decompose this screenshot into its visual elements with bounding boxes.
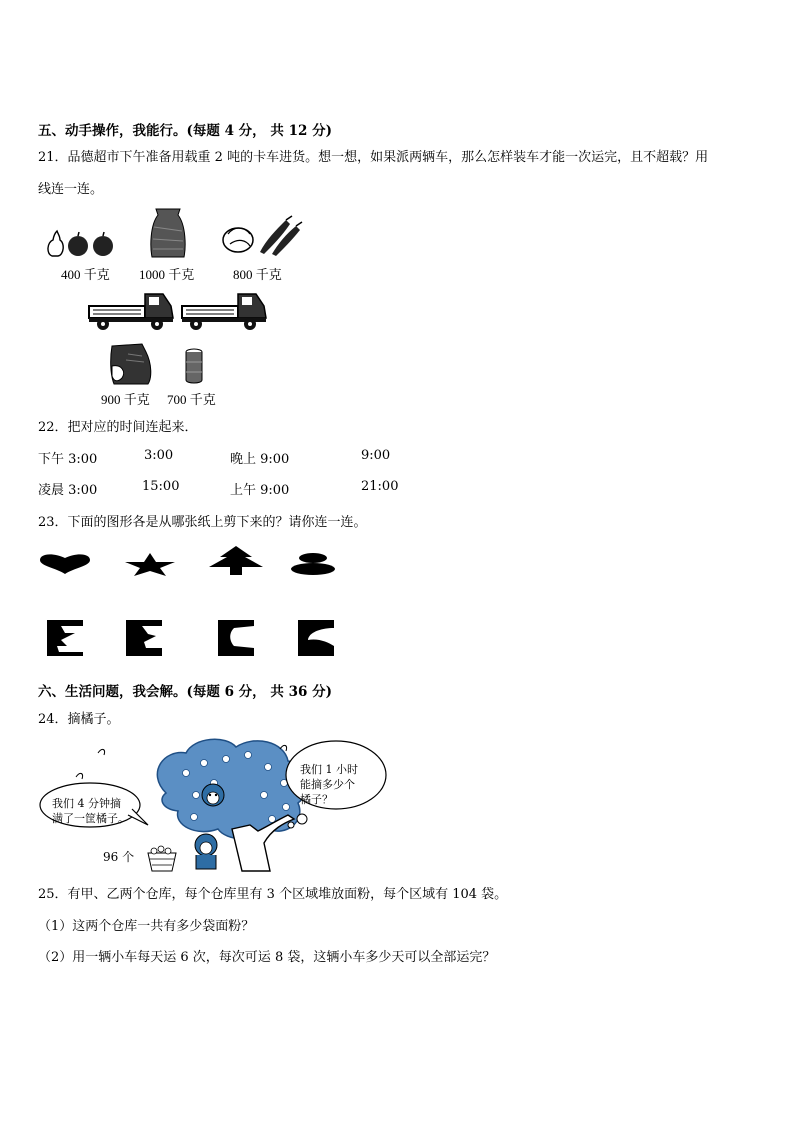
q22-row1-col4: 9:00: [361, 448, 391, 463]
bubble-left-line1: 我们 4 分钟摘: [52, 797, 121, 810]
goods-label-1000: 1000 千克: [139, 267, 195, 282]
tree-shape-icon: [208, 545, 264, 575]
q21-text-line2: 线连一连。: [38, 182, 104, 197]
q25-title: 25．有甲、乙两个仓库，每个仓库里有 3 个区域堆放面粉，每个区域有 104 袋。: [38, 887, 508, 902]
q22-row2-col2: 15:00: [142, 479, 180, 494]
goods-label-900: 900 千克: [101, 392, 150, 407]
q22-row1-col2: 3:00: [144, 448, 174, 463]
heart-shape-icon: [38, 552, 92, 576]
cut-paper-3-icon: [218, 620, 256, 658]
fruit-icon: [46, 228, 121, 258]
cut-paper-1-icon: [47, 620, 85, 658]
q22-row2-col4: 21:00: [361, 479, 399, 494]
truck-icon-left: [87, 288, 175, 332]
bubble-right-line3: 橘子？: [300, 793, 333, 806]
bubble-right-line1: 我们 1 小时: [300, 763, 358, 776]
goods-label-400: 400 千克: [61, 267, 110, 282]
vegetables-icon: [220, 216, 302, 256]
hat-shape-icon: [290, 552, 336, 576]
goods-label-700: 700 千克: [167, 392, 216, 407]
q23-title: 23．下面的图形各是从哪张纸上剪下来的？请你连一连。: [38, 515, 367, 530]
star-shape-icon: [124, 552, 176, 576]
section-5-heading: 五、动手操作，我能行。(每题 4 分， 共 12 分): [38, 123, 332, 139]
q25-sub1: （1）这两个仓库一共有多少袋面粉？: [38, 919, 255, 934]
bubble-left-line2: 满了一筐橘子。: [52, 812, 129, 825]
q21-text-line1: 21．品德超市下午准备用载重 2 吨的卡车进货。想一想，如果派两辆车，那么怎样装车才能一次运完，且不超载？用: [38, 150, 709, 165]
bag-icon: [108, 342, 154, 386]
can-icon: [184, 348, 204, 384]
bubble-right-line2: 能摘多少个: [300, 778, 355, 791]
q22-row2-col3: 上午 9:00: [230, 483, 290, 498]
goods-label-800: 800 千克: [233, 267, 282, 282]
truck-icon-right: [180, 288, 268, 332]
basket-count-label: 96 个: [103, 850, 135, 864]
sack-icon: [148, 207, 188, 259]
cut-paper-4-icon: [298, 620, 336, 658]
q22-row1-col3: 晚上 9:00: [230, 452, 290, 467]
q24-title: 24．摘橘子。: [38, 712, 120, 727]
cut-paper-2-icon: [126, 620, 164, 658]
q25-sub2: （2）用一辆小车每天运 6 次，每次可运 8 袋，这辆小车多少天可以全部运完？: [38, 950, 496, 965]
q22-title: 22．把对应的时间连起来．: [38, 420, 198, 435]
q22-row1-col1: 下午 3:00: [38, 452, 98, 467]
section-6-heading: 六、生活问题，我会解。(每题 6 分， 共 36 分): [38, 684, 332, 700]
q22-row2-col1: 凌晨 3:00: [38, 483, 98, 498]
